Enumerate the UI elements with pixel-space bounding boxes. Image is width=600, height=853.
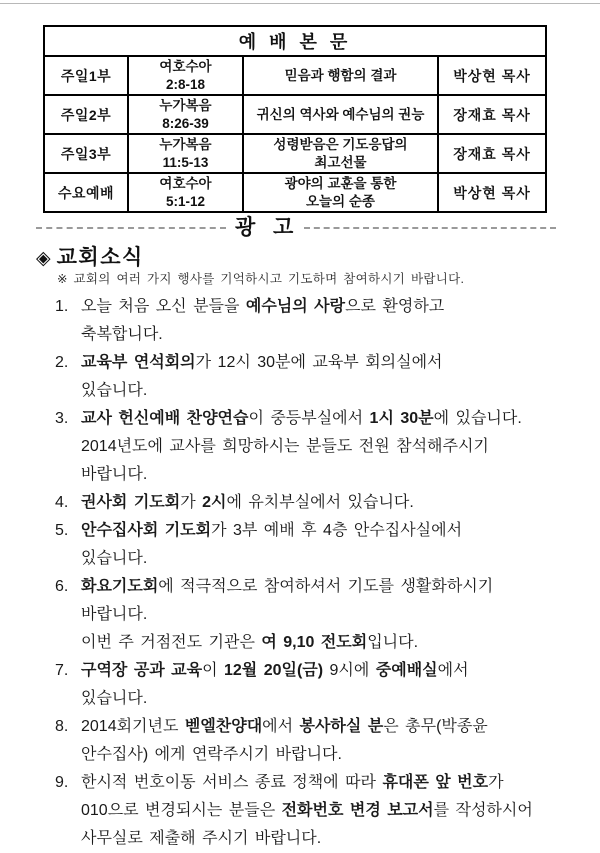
text-segment: 에 있습니다.: [433, 410, 522, 427]
announcement-item: [55, 657, 560, 713]
item-text: [81, 405, 560, 489]
worship-table-row: [44, 173, 546, 212]
worship-table-title: 예 배 본 문: [44, 26, 546, 56]
announcement-item: [55, 573, 560, 657]
text-segment: 바랍니다.: [81, 606, 148, 623]
text-segment: 를 작성하시어: [433, 802, 533, 819]
text-segment: 있습니다.: [81, 382, 148, 399]
announcement-line: [81, 741, 560, 769]
text-segment: 가 3부 예배 후 4층 안수집사실에서: [211, 522, 463, 539]
announcement-line: [81, 713, 560, 741]
text-segment: 1시 30분: [369, 410, 434, 427]
text-segment: 한시적 번호이동 서비스 종료 정책에 따라: [81, 774, 383, 791]
scripture-book: 여호수아: [159, 59, 212, 74]
announcement-item: [55, 517, 560, 573]
text-segment: 2014년도에 교사를 희망하시는 분들도 전원 참석해주시기: [81, 438, 489, 455]
worship-table-row: [44, 95, 546, 134]
page-top-divider: [0, 3, 600, 4]
scripture-cell: [128, 95, 243, 134]
sermon-title-line: 귀신의 역사와 예수님의 권능: [256, 106, 425, 122]
announcement-line: [81, 349, 560, 377]
text-segment: 화요기도회: [81, 578, 159, 595]
item-number: 3.: [55, 410, 69, 427]
text-segment: 휴대폰 앞 번호: [382, 774, 489, 791]
item-text: [81, 713, 560, 769]
church-news-heading: [36, 241, 144, 271]
announcement-line: [81, 461, 560, 489]
diamond-bullet-icon: ◈: [36, 248, 51, 269]
sermon-cell: [243, 95, 438, 134]
announcement-line: [81, 489, 560, 517]
preacher-cell: 장재효 목사: [438, 134, 546, 173]
item-number: 8.: [55, 718, 69, 735]
text-segment: 9시에: [323, 662, 376, 679]
text-segment: 010으로 변경되시는 분들은: [81, 802, 282, 819]
scripture-cell: [128, 173, 243, 212]
text-segment: 있습니다.: [81, 550, 148, 567]
service-cell: 주일2부: [44, 95, 128, 134]
text-segment: 벧엘찬양대: [184, 718, 263, 735]
sermon-title-line: 오늘의 순종: [306, 193, 375, 209]
item-text: [81, 517, 560, 573]
announcement-line: [81, 685, 560, 713]
text-segment: 오늘 처음 오신 분들을: [81, 298, 246, 315]
sermon-title-line: 성령받음은 기도응답의: [273, 137, 408, 153]
item-text: [81, 293, 560, 349]
text-segment: 교육부 연석회의: [81, 354, 196, 371]
service-cell: 주일3부: [44, 134, 128, 173]
sermon-title-line: 최고선물: [314, 154, 367, 170]
text-segment: 사무실로 제출해 주시기 바랍니다.: [81, 830, 322, 847]
text-segment: 가 12시 30분에 교육부 회의실에서: [195, 354, 443, 371]
item-number: 6.: [55, 578, 69, 595]
scripture-cell: [128, 56, 243, 95]
announcement-line: [81, 293, 560, 321]
text-segment: 에 유치부실에서 있습니다.: [226, 494, 414, 511]
text-segment: 구역장 공과 교육: [81, 662, 203, 679]
announcement-line: [81, 405, 560, 433]
text-segment: 에서: [262, 718, 300, 735]
worship-table-row: [44, 134, 546, 173]
scripture-book: 누가복음: [159, 137, 212, 153]
item-number: 9.: [55, 774, 69, 791]
announcement-item: [55, 349, 560, 405]
text-segment: 에 적극적으로 참여하셔서 기도를 생활화하시기: [158, 578, 494, 595]
text-segment: 이: [202, 662, 224, 679]
announcement-line: [81, 769, 560, 797]
text-segment: 바랍니다.: [81, 466, 148, 483]
announcements-list: [55, 293, 560, 853]
scripture-cell: [128, 134, 243, 173]
text-segment: 여 9,10 전도회: [261, 634, 368, 651]
text-segment: 안수집사회 기도회: [81, 522, 212, 539]
scripture-verse: 5:1-12: [165, 193, 206, 209]
church-news-note: ※ 교회의 여러 가지 행사를 기억하시고 기도하며 참여하시기 바랍니다.: [57, 272, 465, 286]
text-segment: 이번 주 거점전도 기관은: [81, 634, 262, 651]
preacher-cell: 장재효 목사: [438, 95, 546, 134]
item-number: 4.: [55, 494, 69, 511]
divider-dash-left: [36, 227, 226, 229]
scripture-verse: 2:8-18: [165, 76, 206, 92]
text-segment: 으로 환영하고: [345, 298, 445, 315]
item-text: [81, 349, 560, 405]
announcement-item: [55, 713, 560, 769]
text-segment: 중예배실: [375, 662, 438, 679]
announcement-line: [81, 321, 560, 349]
announcement-line: [81, 657, 560, 685]
text-segment: 가: [180, 494, 203, 511]
service-cell: 주일1부: [44, 56, 128, 95]
announcement-line: [81, 629, 560, 657]
item-number: 5.: [55, 522, 69, 539]
sermon-cell: [243, 134, 438, 173]
announcement-line: [81, 377, 560, 405]
church-news-title: 교회소식: [56, 245, 144, 269]
text-segment: 있습니다.: [81, 690, 148, 707]
sermon-title-line: 믿음과 행함의 결과: [284, 67, 397, 83]
worship-table-body: [44, 26, 546, 212]
item-text: [81, 769, 560, 853]
text-segment: 예수님의 사랑: [245, 298, 346, 315]
scripture-book: 여호수아: [159, 176, 212, 192]
worship-table-row: [44, 56, 546, 95]
announcement-item: [55, 405, 560, 489]
text-segment: 2014회기년도: [81, 718, 185, 735]
preacher-cell: 박상현 목사: [438, 173, 546, 212]
scripture-verse: 8:26-39: [162, 115, 209, 131]
announcement-line: [81, 517, 560, 545]
announcement-line: [81, 433, 560, 461]
text-segment: 축복합니다.: [81, 326, 163, 343]
divider-dash-right: [304, 227, 556, 229]
item-text: [81, 489, 560, 517]
announcements-divider: [10, 213, 590, 243]
text-segment: 권사회 기도회: [81, 494, 181, 511]
item-number: 2.: [55, 354, 69, 371]
sermon-cell: [243, 56, 438, 95]
service-cell: 수요예배: [44, 173, 128, 212]
item-text: [81, 657, 560, 713]
item-number: 7.: [55, 662, 69, 679]
text-segment: 교사 헌신예배 찬양연습: [81, 410, 249, 427]
text-segment: 입니다.: [367, 634, 419, 651]
announcement-item: [55, 293, 560, 349]
text-segment: 전화번호 변경 보고서: [281, 802, 434, 819]
item-text: [81, 573, 560, 657]
announcement-item: [55, 769, 560, 853]
announcement-line: [81, 601, 560, 629]
announcement-item: [55, 489, 560, 517]
worship-table-title-row: [44, 26, 546, 56]
announcement-line: [81, 545, 560, 573]
scripture-book: 누가복음: [159, 98, 212, 114]
text-segment: 에서: [437, 662, 469, 679]
text-segment: 은 총무(박종윤: [383, 718, 488, 735]
preacher-cell: 박상현 목사: [438, 56, 546, 95]
text-segment: 봉사하실 분: [299, 718, 384, 735]
worship-scripture-table: [43, 25, 547, 213]
scripture-verse: 11:5-13: [162, 154, 209, 170]
text-segment: 가: [488, 774, 504, 791]
sermon-title-line: 광야의 교훈을 통한: [284, 176, 397, 192]
text-segment: 12월 20일(금): [224, 662, 324, 679]
announcement-line: [81, 797, 560, 825]
text-segment: 2시: [202, 494, 227, 511]
text-segment: 이 중등부실에서: [248, 410, 370, 427]
announcement-line: [81, 573, 560, 601]
announcements-header: 광 고: [235, 216, 296, 239]
text-segment: 안수집사) 에게 연락주시기 바랍니다.: [81, 746, 342, 763]
sermon-cell: [243, 173, 438, 212]
item-number: 1.: [55, 298, 69, 315]
